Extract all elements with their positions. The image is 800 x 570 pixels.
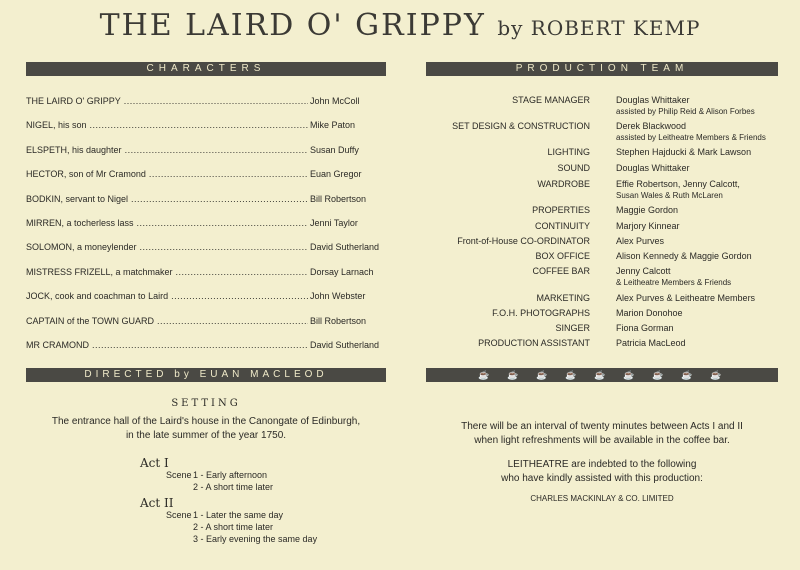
- act-1-scene-2: 2 - A short time later: [193, 482, 274, 492]
- team-role: BOX OFFICE: [535, 251, 590, 261]
- cast-row: [26, 143, 386, 159]
- setting-heading: SETTING: [171, 398, 241, 409]
- play-author: by ROBERT KEMP: [497, 16, 701, 40]
- thanks-line-1: LEITHEATRE are indebted to the following: [507, 459, 697, 470]
- team-role: SOUND: [557, 163, 590, 173]
- team-role: STAGE MANAGER: [512, 95, 590, 105]
- characters-heading: CHARACTERS: [26, 62, 386, 76]
- act-2-scene-3: 3 - Early evening the same day: [193, 534, 318, 544]
- team-role: CONTINUITY: [535, 221, 590, 231]
- act-1-scene-label: Scene: [166, 470, 192, 480]
- interval-line-2: when light refreshments will be available in the coffee bar.: [474, 435, 730, 446]
- production-team-heading: PRODUCTION TEAM: [426, 62, 778, 76]
- team-role: WARDROBE: [537, 179, 590, 189]
- teapot-icon: ☕: [594, 370, 606, 380]
- team-assistants: Susan Wales & Ruth McLaren: [616, 191, 723, 200]
- act-1-scene-1: 1 - Early afternoon: [193, 470, 268, 480]
- teapot-icon: ☕: [710, 370, 722, 380]
- actor-name: Bill Robertson: [310, 315, 367, 326]
- team-member: Derek Blackwood: [616, 121, 687, 131]
- thanks-line-2: who have kindly assisted with this production:: [501, 473, 703, 484]
- cast-row: [26, 192, 386, 208]
- team-member: Marion Donohoe: [616, 308, 683, 318]
- character-name: ELSPETH, his daughter .....: [26, 143, 308, 157]
- actor-name: John McColl: [310, 96, 360, 106]
- setting-block: [26, 398, 386, 443]
- programme-notes: [426, 420, 778, 506]
- team-member: Jenny Calcott: [616, 266, 671, 276]
- page-title: [0, 8, 800, 54]
- team-role: Front-of-House CO-ORDINATOR: [457, 236, 590, 246]
- act-2-scene-2: 2 - A short time later: [193, 522, 274, 532]
- actor-name: Euan Gregor: [310, 169, 362, 180]
- teapot-icon: ☕: [478, 370, 490, 380]
- actor-name: John Webster: [310, 291, 366, 302]
- actor-name: Jenni Taylor: [310, 218, 358, 228]
- act-2-scene-label: Scene: [166, 510, 192, 520]
- character-name: JOCK, cook and coachman to Laird .....: [26, 289, 308, 303]
- act-2-heading: Act II: [140, 496, 174, 510]
- actor-name: Dorsay Larnach: [310, 266, 374, 277]
- ornament-bar: [426, 368, 778, 382]
- setting-line-2: in the late summer of the year 1750.: [125, 430, 287, 441]
- team-assistants: assisted by Leitheatre Members & Friends: [616, 133, 766, 142]
- cast-row: [26, 314, 386, 330]
- actor-name: David Sutherland: [310, 242, 380, 253]
- actor-name: Bill Robertson: [310, 193, 367, 204]
- cast-row: [26, 167, 386, 183]
- team-role: F.O.H. PHOTOGRAPHS: [492, 308, 590, 318]
- character-name: MR CRAMOND .....: [26, 338, 308, 352]
- team-role: SINGER: [555, 323, 590, 333]
- team-role: SET DESIGN & CONSTRUCTION: [452, 121, 590, 131]
- sponsor-name: CHARLES MACKINLAY & CO. LIMITED: [530, 494, 674, 503]
- character-name: BODKIN, servant to Nigel .....: [26, 192, 308, 206]
- teapot-icon: ☕: [565, 370, 577, 380]
- cast-row: [26, 216, 386, 232]
- cast-row: [26, 289, 386, 305]
- team-member: Stephen Hajducki & Mark Lawson: [616, 147, 752, 157]
- cast-row: [26, 94, 386, 110]
- team-member: Effie Robertson, Jenny Calcott,: [616, 179, 740, 189]
- character-name: SOLOMON, a moneylender .....: [26, 240, 308, 254]
- team-role: COFFEE BAR: [532, 266, 590, 276]
- cast-row: [26, 118, 386, 134]
- team-role: LIGHTING: [547, 147, 590, 157]
- act-2-scene-1: 1 - Later the same day: [193, 510, 284, 520]
- character-name: CAPTAIN of the TOWN GUARD .....: [26, 314, 308, 328]
- director-heading: DIRECTED by EUAN MACLEOD: [26, 368, 386, 382]
- team-member: Maggie Gordon: [616, 205, 679, 215]
- team-role: PRODUCTION ASSISTANT: [478, 338, 590, 348]
- cast-row: [26, 338, 386, 354]
- team-member: Alison Kennedy & Maggie Gordon: [616, 251, 752, 261]
- teapot-icon: ☕: [681, 370, 693, 380]
- team-member: Douglas Whittaker: [616, 95, 690, 105]
- act-1-heading: Act I: [140, 456, 169, 470]
- team-role: MARKETING: [536, 293, 590, 303]
- team-assistants: assisted by Philip Reid & Alison Forbes: [616, 107, 755, 116]
- character-name: MIRREN, a tocherless lass .....: [26, 216, 308, 230]
- play-title: THE LAIRD O' GRIPPY: [99, 8, 486, 43]
- actor-name: David Sutherland: [310, 340, 380, 350]
- teapot-icon: ☕: [507, 370, 519, 380]
- team-member: Patricia MacLeod: [616, 338, 686, 348]
- cast-row: [26, 240, 386, 256]
- team-assistants: & Leitheatre Members & Friends: [616, 278, 732, 287]
- interval-line-1: There will be an interval of twenty minutes between Acts I and II: [461, 421, 743, 432]
- character-name: NIGEL, his son .....: [26, 118, 308, 132]
- setting-line-1: The entrance hall of the Laird's house in the Canongate of Edinburgh,: [51, 416, 361, 427]
- character-name: HECTOR, son of Mr Cramond .....: [26, 167, 308, 181]
- team-member: Alex Purves: [616, 236, 665, 246]
- team-member: Marjory Kinnear: [616, 221, 680, 231]
- team-member: Alex Purves & Leitheatre Members: [616, 293, 756, 303]
- character-name: THE LAIRD O' GRIPPY .....: [26, 94, 308, 108]
- team-member: Fiona Gorman: [616, 323, 674, 333]
- actor-name: Mike Paton: [310, 120, 356, 131]
- teapot-icon: ☕: [536, 370, 548, 380]
- team-role: PROPERTIES: [532, 205, 590, 215]
- team-member: Douglas Whittaker: [616, 163, 690, 173]
- actor-name: Susan Duffy: [310, 144, 359, 155]
- teapot-icon: ☕: [652, 370, 664, 380]
- cast-row: [26, 265, 386, 281]
- character-name: MISTRESS FRIZELL, a matchmaker .....: [26, 265, 308, 279]
- teapot-icon: ☕: [623, 370, 635, 380]
